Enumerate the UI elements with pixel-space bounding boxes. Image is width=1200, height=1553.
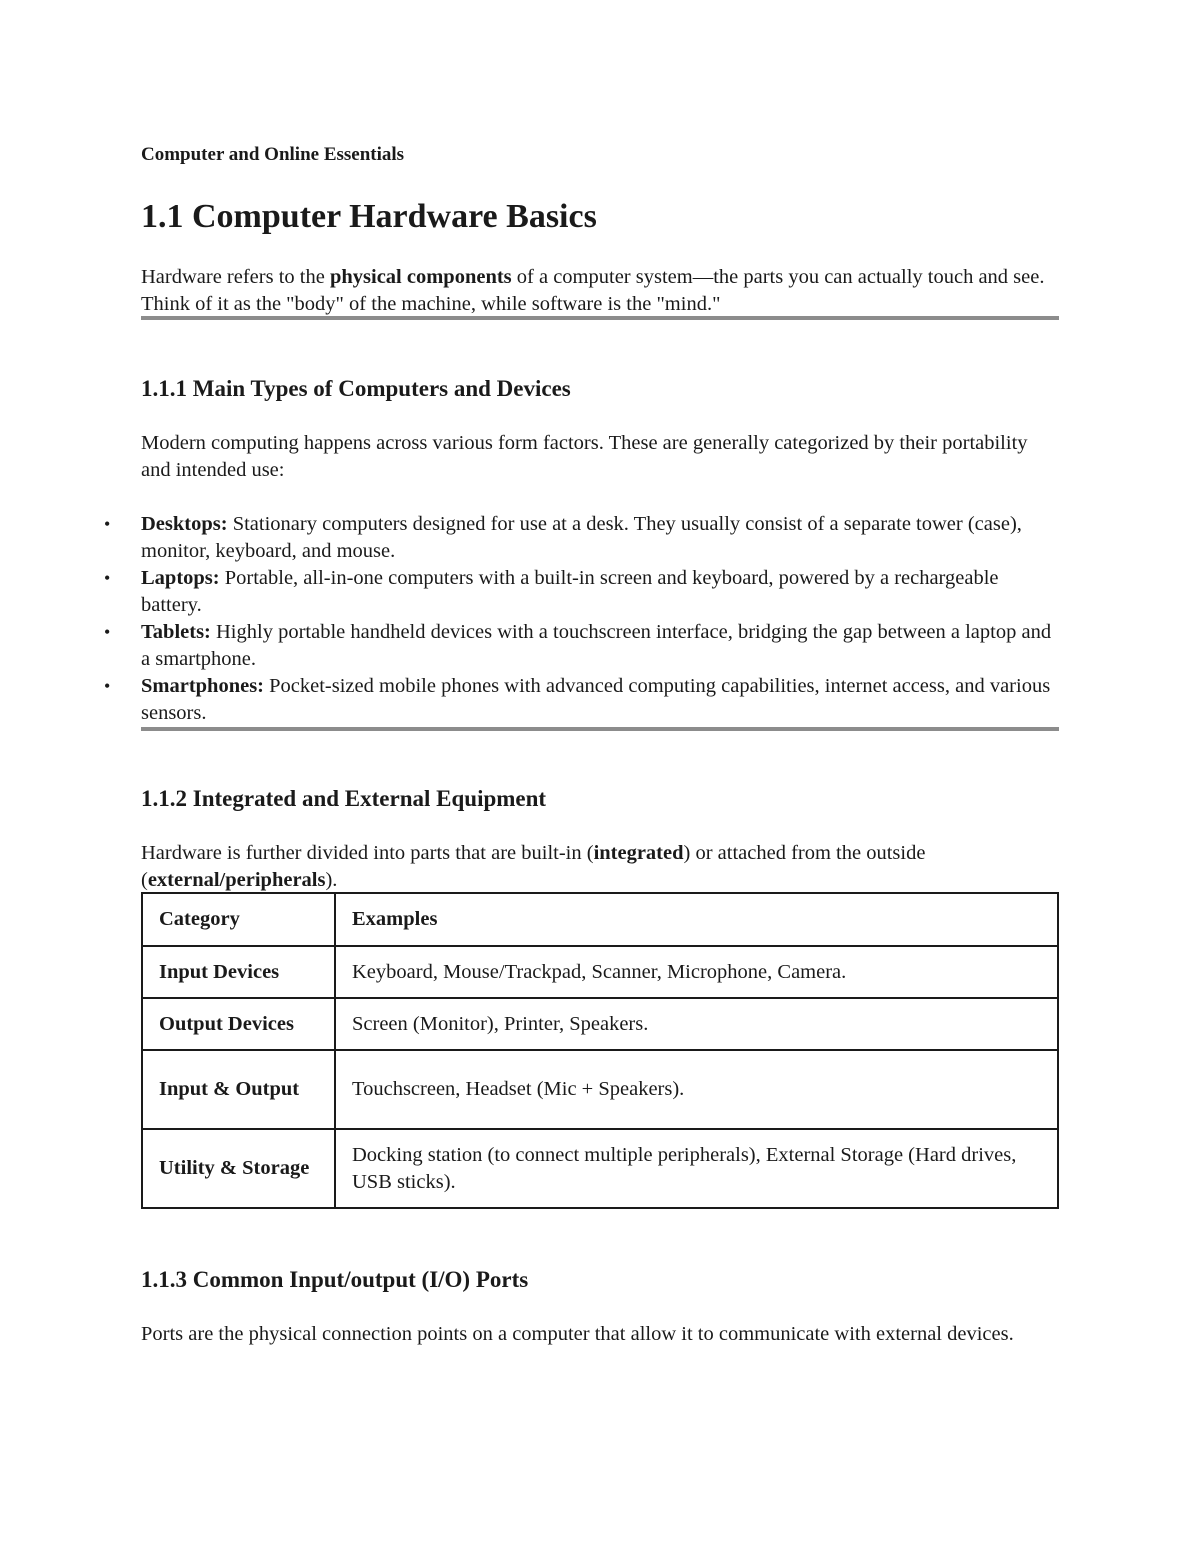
equipment-intro-bold: integrated bbox=[593, 842, 684, 864]
bullet-icon: • bbox=[104, 514, 111, 534]
table-row bbox=[142, 1129, 1058, 1208]
table-cell-examples: Keyboard, Mouse/Trackpad, Scanner, Microphone, Camera. bbox=[335, 946, 1058, 998]
equipment-intro-text: ) or attached from the outside ( bbox=[141, 842, 926, 891]
table-cell-category: Input Devices bbox=[142, 946, 335, 998]
table-header-cell: Category bbox=[142, 893, 335, 946]
intro-text-before: Hardware refers to the bbox=[141, 266, 330, 288]
device-types-list bbox=[104, 511, 1059, 727]
equipment-intro-text: Hardware is further divided into parts that are built-in ( bbox=[141, 842, 594, 864]
types-intro-paragraph: Modern computing happens across various form factors. These are generally categorized by their portability and intended use: bbox=[141, 432, 1028, 481]
table-cell-category: Utility & Storage bbox=[142, 1129, 335, 1208]
equipment-table bbox=[141, 892, 1059, 1209]
list-item-text: Highly portable handheld devices with a touchscreen interface, bridging the gap between a laptop and a smartphone. bbox=[141, 621, 1052, 670]
bullet-icon: • bbox=[104, 568, 111, 588]
table-row bbox=[142, 946, 1058, 998]
list-item-term: Laptops: bbox=[141, 567, 220, 589]
table-cell-examples: Touchscreen, Headset (Mic + Speakers). bbox=[335, 1050, 1058, 1129]
equipment-intro-paragraph bbox=[141, 840, 1059, 894]
section-heading-equipment: 1.1.2 Integrated and External Equipment bbox=[141, 786, 547, 811]
section-heading-ports: 1.1.3 Common Input/output (I/O) Ports bbox=[141, 1267, 529, 1292]
list-item bbox=[104, 511, 1059, 565]
ports-intro-paragraph: Ports are the physical connection points on a computer that allow it to communicate with external devices. bbox=[141, 1323, 1014, 1345]
bullet-icon: • bbox=[104, 676, 111, 696]
document-header: Computer and Online Essentials bbox=[141, 144, 405, 165]
table-cell-examples: Docking station (to connect multiple peripherals), External Storage (Hard drives, USB sticks). bbox=[335, 1129, 1058, 1208]
section-heading-types: 1.1.1 Main Types of Computers and Devices bbox=[141, 376, 571, 401]
list-item-text: Portable, all-in-one computers with a built-in screen and keyboard, powered by a rechargeable battery. bbox=[141, 567, 999, 616]
list-item bbox=[104, 619, 1059, 673]
intro-text-after: of a computer system—the parts you can actually touch and see. Think of it as the "body" of the machine, while software is the "mind." bbox=[141, 266, 1045, 315]
bullet-icon: • bbox=[104, 622, 111, 642]
section-divider bbox=[141, 316, 1059, 320]
table-row bbox=[142, 1050, 1058, 1129]
list-item-text: Pocket-sized mobile phones with advanced computing capabilities, internet access, and various sensors. bbox=[141, 675, 1051, 724]
table-cell-examples: Screen (Monitor), Printer, Speakers. bbox=[335, 998, 1058, 1050]
section-divider bbox=[141, 727, 1059, 731]
list-item-term: Tablets: bbox=[141, 621, 211, 643]
page-title: 1.1 Computer Hardware Basics bbox=[141, 198, 597, 235]
table-header-row bbox=[142, 893, 1058, 946]
list-item-text: Stationary computers designed for use at a desk. They usually consist of a separate tower (case), monitor, keyboard, and mouse. bbox=[141, 513, 1022, 562]
list-item bbox=[104, 565, 1059, 619]
table-cell-category: Output Devices bbox=[142, 998, 335, 1050]
list-item bbox=[104, 673, 1059, 727]
table-cell-category: Input & Output bbox=[142, 1050, 335, 1129]
intro-bold-term: physical components bbox=[329, 266, 512, 288]
list-item-term: Smartphones: bbox=[141, 675, 265, 697]
list-item-term: Desktops: bbox=[141, 513, 228, 535]
table-row bbox=[142, 998, 1058, 1050]
intro-paragraph bbox=[141, 264, 1059, 318]
table-header-cell: Examples bbox=[335, 893, 1058, 946]
equipment-intro-text: ). bbox=[325, 869, 338, 891]
equipment-intro-bold: external/peripherals bbox=[147, 869, 326, 891]
